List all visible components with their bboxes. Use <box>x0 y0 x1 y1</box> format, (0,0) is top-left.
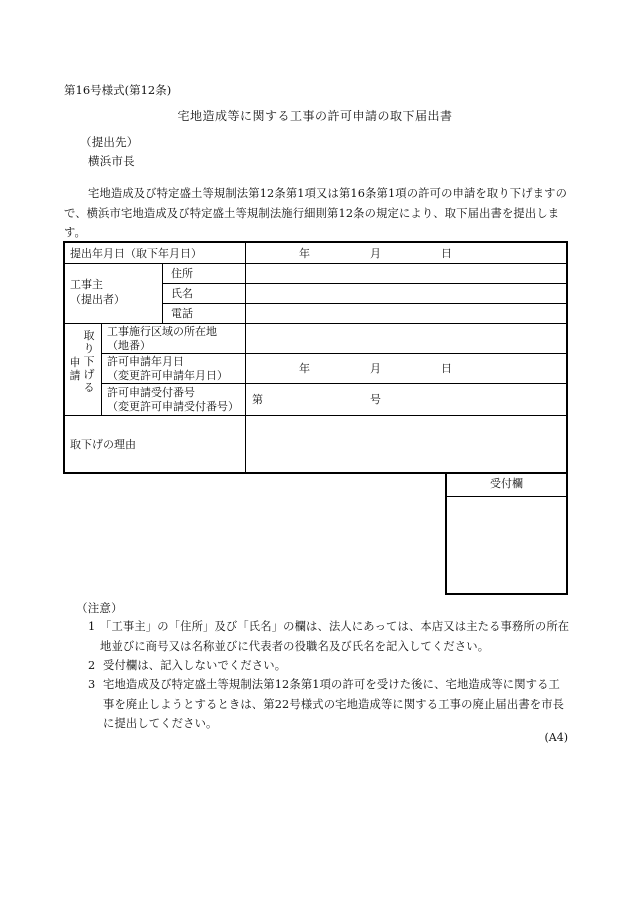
recipient: 横浜市長 <box>88 154 135 168</box>
intro-paragraph: 宅地造成及び特定盛土等規制法第12条第1項又は第16条第1項の許可の申請を取り下げますので、横浜市宅地造成及び特定盛土等規制法施行細則第12条の規定により、取下届出書を提出します。 <box>64 187 568 239</box>
date-month: 月 <box>370 247 381 260</box>
phone-label: 電話 <box>171 307 193 320</box>
withdrawal-form-table <box>63 241 568 474</box>
applicant-label: 工事主 <box>70 278 103 291</box>
application-number-label: 許可申請受付番号 <box>107 386 195 399</box>
receipt-label: 受付欄 <box>447 472 566 497</box>
reason-field[interactable] <box>248 418 562 470</box>
note-number: 3 <box>88 678 96 691</box>
application-label: 申請 <box>69 356 81 382</box>
notes-title: （注意） <box>76 601 123 615</box>
paper-size: (A4) <box>544 731 568 744</box>
note-item: 「工事主」の「住所」及び「氏名」の欄は、法人にあっては、本店又は主たる事務所の所在地並びに商号又は名称並びに代表者の役職名及び氏名を記入してください。 <box>100 620 570 653</box>
receipt-box <box>445 472 568 595</box>
app-date-day: 日 <box>441 362 452 375</box>
note-number: 2 <box>88 659 96 672</box>
number-prefix: 第 <box>252 393 263 406</box>
application-date-sub-label: （変更許可申請年月日） <box>107 369 228 382</box>
application-number-sub-label: （変更許可申請受付番号） <box>107 400 239 413</box>
phone-field[interactable] <box>248 304 562 322</box>
address-field[interactable] <box>248 264 562 282</box>
date-year: 年 <box>299 247 310 260</box>
number-suffix: 号 <box>370 393 381 406</box>
location-sub-label: （地番） <box>107 339 151 352</box>
name-label: 氏名 <box>171 287 193 300</box>
note-item: 受付欄は、記入しないでください。 <box>103 659 287 672</box>
reason-label: 取下げの理由 <box>70 438 136 451</box>
withdrawn-application-label: 取り下げる <box>83 329 95 394</box>
location-label: 工事施行区域の所在地 <box>107 325 217 338</box>
date-day: 日 <box>441 247 452 260</box>
app-date-year: 年 <box>299 362 310 375</box>
app-date-month: 月 <box>370 362 381 375</box>
recipient-label: （提出先） <box>80 135 139 149</box>
note-number: 1 <box>88 620 96 633</box>
application-date-label: 許可申請年月日 <box>107 355 184 368</box>
note-item: 宅地造成及び特定盛土等規制法第12条第1項の許可を受けた後に、宅地造成等に関する工事を廃止しようとするときは、第22号様式の宅地造成等に関する工事の廃止届出書を市長に提出してください。 <box>103 678 565 730</box>
applicant-sub-label: （提出者） <box>70 293 125 306</box>
name-field[interactable] <box>248 284 562 302</box>
page-title: 宅地造成等に関する工事の許可申請の取下届出書 <box>177 109 453 123</box>
submission-date-label: 提出年月日（取下年月日） <box>70 247 202 260</box>
form-code: 第16号様式(第12条) <box>64 83 172 97</box>
address-label: 住所 <box>171 267 193 280</box>
